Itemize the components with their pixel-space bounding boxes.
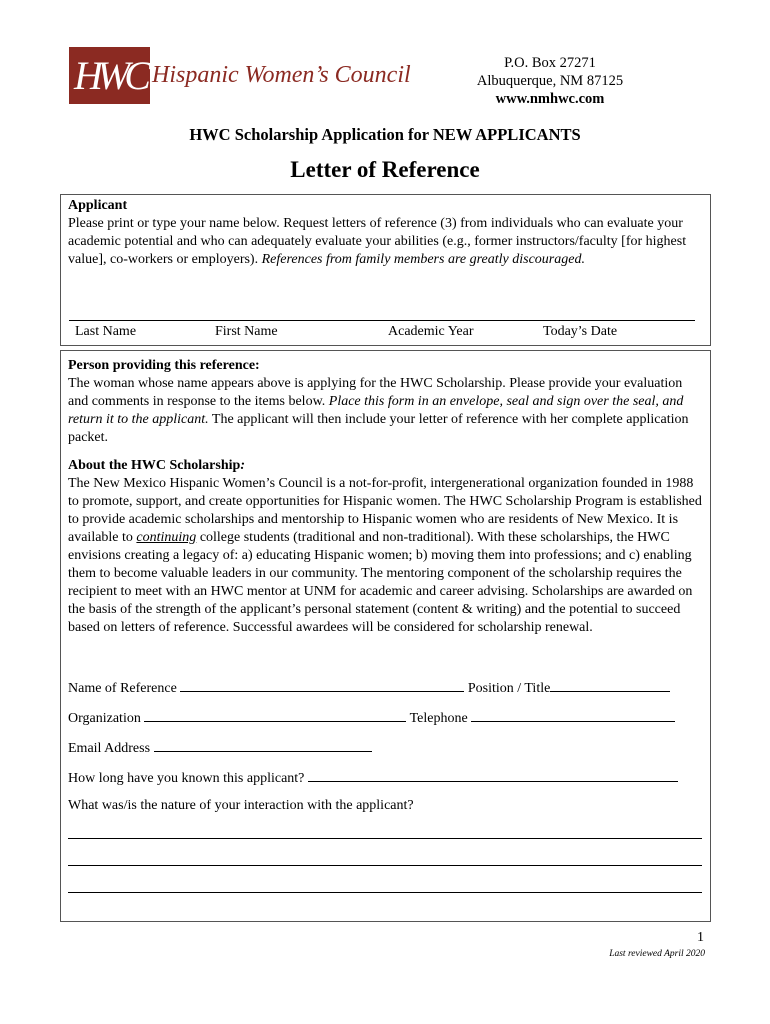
nature-answer-line-2[interactable] [68, 865, 702, 866]
logo-name: Hispanic Women’s Council [152, 62, 411, 88]
label-todays-date: Today’s Date [543, 324, 618, 339]
nature-answer-line-1[interactable] [68, 838, 702, 839]
label-academic-year: Academic Year [388, 324, 474, 339]
applicant-name-line[interactable] [69, 320, 695, 321]
page-title: Letter of Reference [290, 157, 480, 182]
reference-heading: Person providing this reference: [68, 358, 260, 373]
applicant-instructions: Please print or type your name below. Request letters of reference (3) from individuals who can evaluate your academic potential and who can adequately evaluate your abilities (e.g., former instructors/faculty [for highest value], co-workers or employers). References from family members are greatly discouraged. [68, 216, 687, 267]
family-warning: References from family members are greatly discouraged. [261, 252, 585, 267]
reference-instructions: The woman whose name appears above is applying for the HWC Scholarship. Please provide your evaluation and comments in response to the items below. Place this form in an envelope, seal and sign over the seal, and return it to the applicant. The applicant will then include your letter of reference with her complete application packet. [68, 376, 689, 445]
about-heading: About the HWC Scholarship: [68, 458, 245, 473]
last-reviewed: Last reviewed April 2020 [609, 949, 705, 959]
page-number: 1 [697, 930, 704, 945]
organization-input[interactable] [144, 708, 406, 722]
email-field[interactable]: Email Address [68, 738, 372, 758]
name-of-reference-field[interactable]: Name of Reference Position / Title [68, 678, 670, 698]
nature-answer-line-3[interactable] [68, 892, 702, 893]
email-input[interactable] [154, 738, 372, 752]
nature-question: What was/is the nature of your interaction with the applicant? [68, 798, 414, 813]
reference-text [68, 357, 704, 637]
address-line-2: Albuquerque, NM 87125 [476, 73, 624, 89]
logo-monogram: HWC [74, 53, 145, 98]
applicant-text [68, 197, 704, 269]
name-of-reference-input[interactable] [180, 678, 464, 692]
organization-field[interactable]: Organization Telephone [68, 708, 675, 728]
address-line-1: P.O. Box 27271 [504, 55, 596, 71]
form-subtitle: HWC Scholarship Application for NEW APPLICANTS [189, 125, 581, 144]
label-last-name: Last Name [75, 324, 137, 339]
position-title-input[interactable] [550, 678, 670, 692]
applicant-heading: Applicant [68, 198, 128, 213]
website-link[interactable]: www.nmhwc.com [495, 91, 605, 107]
telephone-input[interactable] [471, 708, 675, 722]
how-long-field[interactable]: How long have you known this applicant? [68, 768, 678, 788]
label-first-name: First Name [215, 324, 278, 339]
about-text: The New Mexico Hispanic Women’s Council is a not-for-profit, intergenerational organization founded in 1988 to promote, support, and create opportunities for Hispanic women. The HWC Scholarship Program is established to provide academic scholarships and mentorship to Hispanic women who are residents of New Mexico. It is available to continuing college students (traditional and non-traditional). With these scholarships, the HWC envisions creating a legacy of: a) educating Hispanic women; b) moving them into professions; and c) enabling them to become valuable leaders in our community. The mentoring component of the scholarship requires the recipient to meet with an HWC mentor at UNM for academic and career advising. Scholarships are awarded on the basis of the strength of the applicant’s personal statement (content & writing) and the potential to succeed based on letters of reference. Successful awardees will be considered for scholarship renewal. [68, 476, 702, 635]
how-long-input[interactable] [308, 768, 678, 782]
